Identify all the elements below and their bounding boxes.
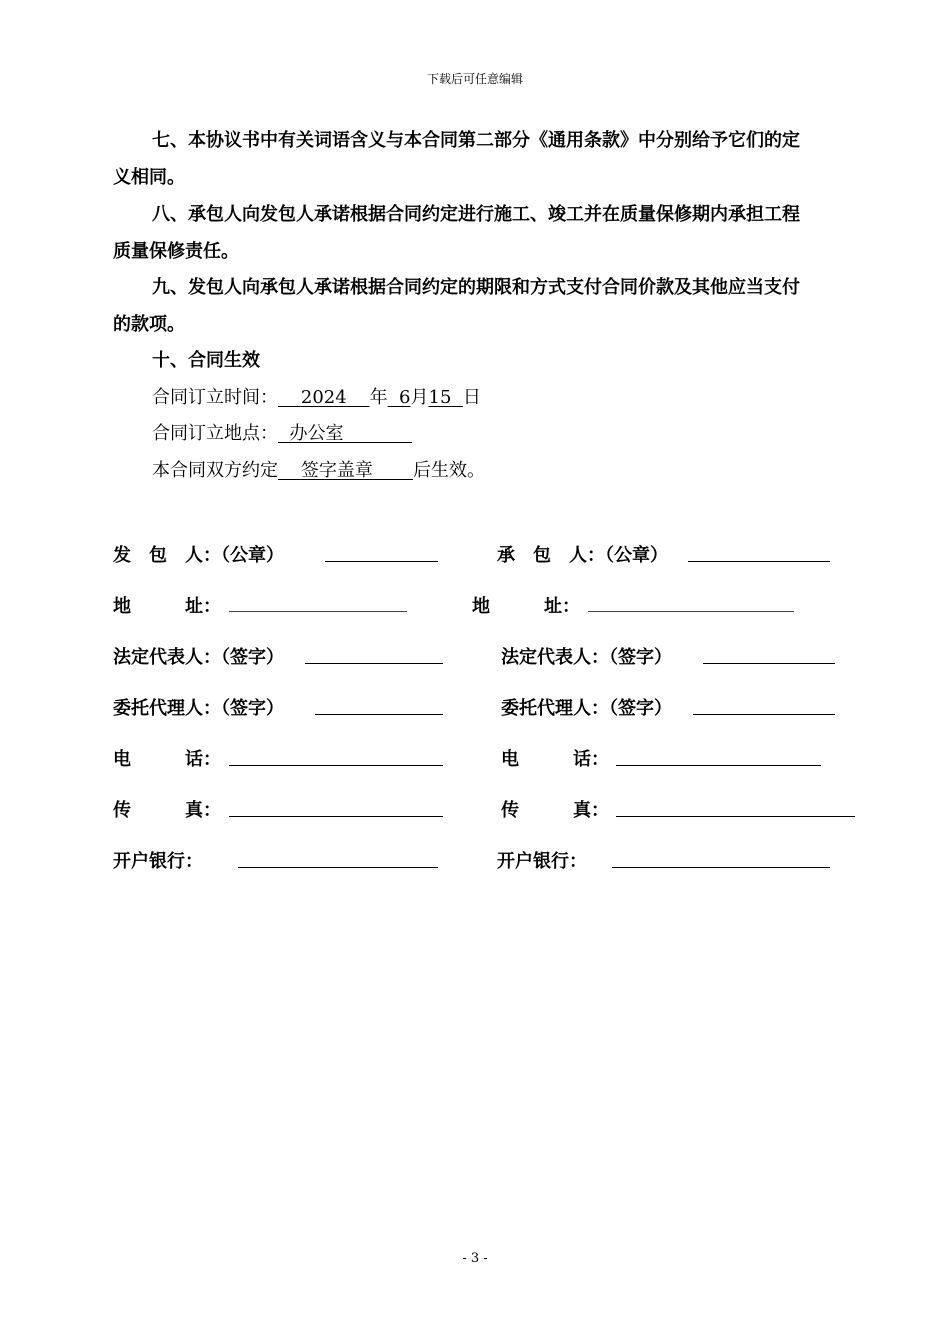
clause-8-line-2: 质量保修责任。 [113, 241, 239, 262]
effect-title: 十、合同生效 [152, 350, 260, 371]
employer-fax-blank [229, 816, 443, 817]
employer-phone-label: 电 话： [113, 749, 221, 770]
employer-agent-label: 委托代理人：（签字） [113, 698, 284, 719]
contract-day: 15 [428, 387, 452, 408]
contractor-phone-label: 电 话： [501, 749, 609, 770]
contractor-seal-label: 承 包 人：（公章） [497, 545, 668, 566]
contract-date-label: 合同订立时间： [152, 387, 278, 408]
contractor-legal-rep-blank [703, 663, 835, 664]
day-unit: 日 [462, 387, 481, 408]
clause-9-line-1: 九、发包人向承包人承诺根据合同约定的期限和方式支付合同价款及其他应当支付 [152, 277, 800, 298]
contract-place: 办公室 [289, 423, 344, 444]
employer-seal-blank [325, 561, 438, 562]
contractor-seal-blank [688, 561, 830, 562]
year-unit: 年 [369, 387, 388, 408]
employer-legal-rep-blank [305, 663, 443, 664]
contract-month: 6 [399, 387, 411, 408]
contractor-address-blank [588, 611, 794, 612]
contract-effect-line [152, 456, 485, 482]
effect-prefix: 本合同双方约定 [152, 460, 278, 481]
contractor-phone-blank [616, 765, 821, 766]
contractor-address-label: 地 址： [472, 596, 580, 617]
contractor-fax-label: 传 真： [501, 800, 609, 821]
employer-seal-label: 发 包 人：（公章） [113, 545, 284, 566]
contractor-bank-blank [612, 867, 830, 868]
employer-bank-label: 开户银行： [113, 851, 203, 872]
clause-7-line-2: 义相同。 [113, 167, 185, 188]
month-unit: 月 [410, 387, 429, 408]
employer-phone-blank [229, 765, 443, 766]
employer-address-blank [229, 611, 407, 612]
clause-7-line-1: 七、本协议书中有关词语含义与本合同第二部分《通用条款》中分别给予它们的定 [152, 130, 800, 151]
employer-legal-rep-label: 法定代表人：（签字） [113, 647, 284, 668]
clause-9-line-2: 的款项。 [113, 314, 185, 335]
employer-agent-blank [315, 714, 443, 715]
contractor-agent-blank [693, 714, 835, 715]
effect-suffix: 后生效。 [412, 460, 485, 481]
contract-place-label: 合同订立地点： [152, 423, 278, 444]
clause-8-line-1: 八、承包人向发包人承诺根据合同约定进行施工、竣工并在质量保修期内承担工程 [152, 204, 800, 225]
effect-condition: 签字盖章 [300, 460, 373, 481]
page-header: 下载后可任意编辑 [426, 72, 523, 86]
contractor-legal-rep-label: 法定代表人：（签字） [501, 647, 672, 668]
contractor-agent-label: 委托代理人：（签字） [501, 698, 672, 719]
contractor-fax-blank [616, 816, 855, 817]
employer-bank-blank [238, 867, 438, 868]
contract-date-line [152, 383, 481, 409]
contract-place-line [152, 419, 412, 445]
contractor-bank-label: 开户银行： [497, 851, 587, 872]
page-number: - 3 - [462, 1251, 488, 1266]
contract-year: 2024 [300, 387, 347, 408]
employer-fax-label: 传 真： [113, 800, 221, 821]
employer-address-label: 地 址： [113, 596, 221, 617]
